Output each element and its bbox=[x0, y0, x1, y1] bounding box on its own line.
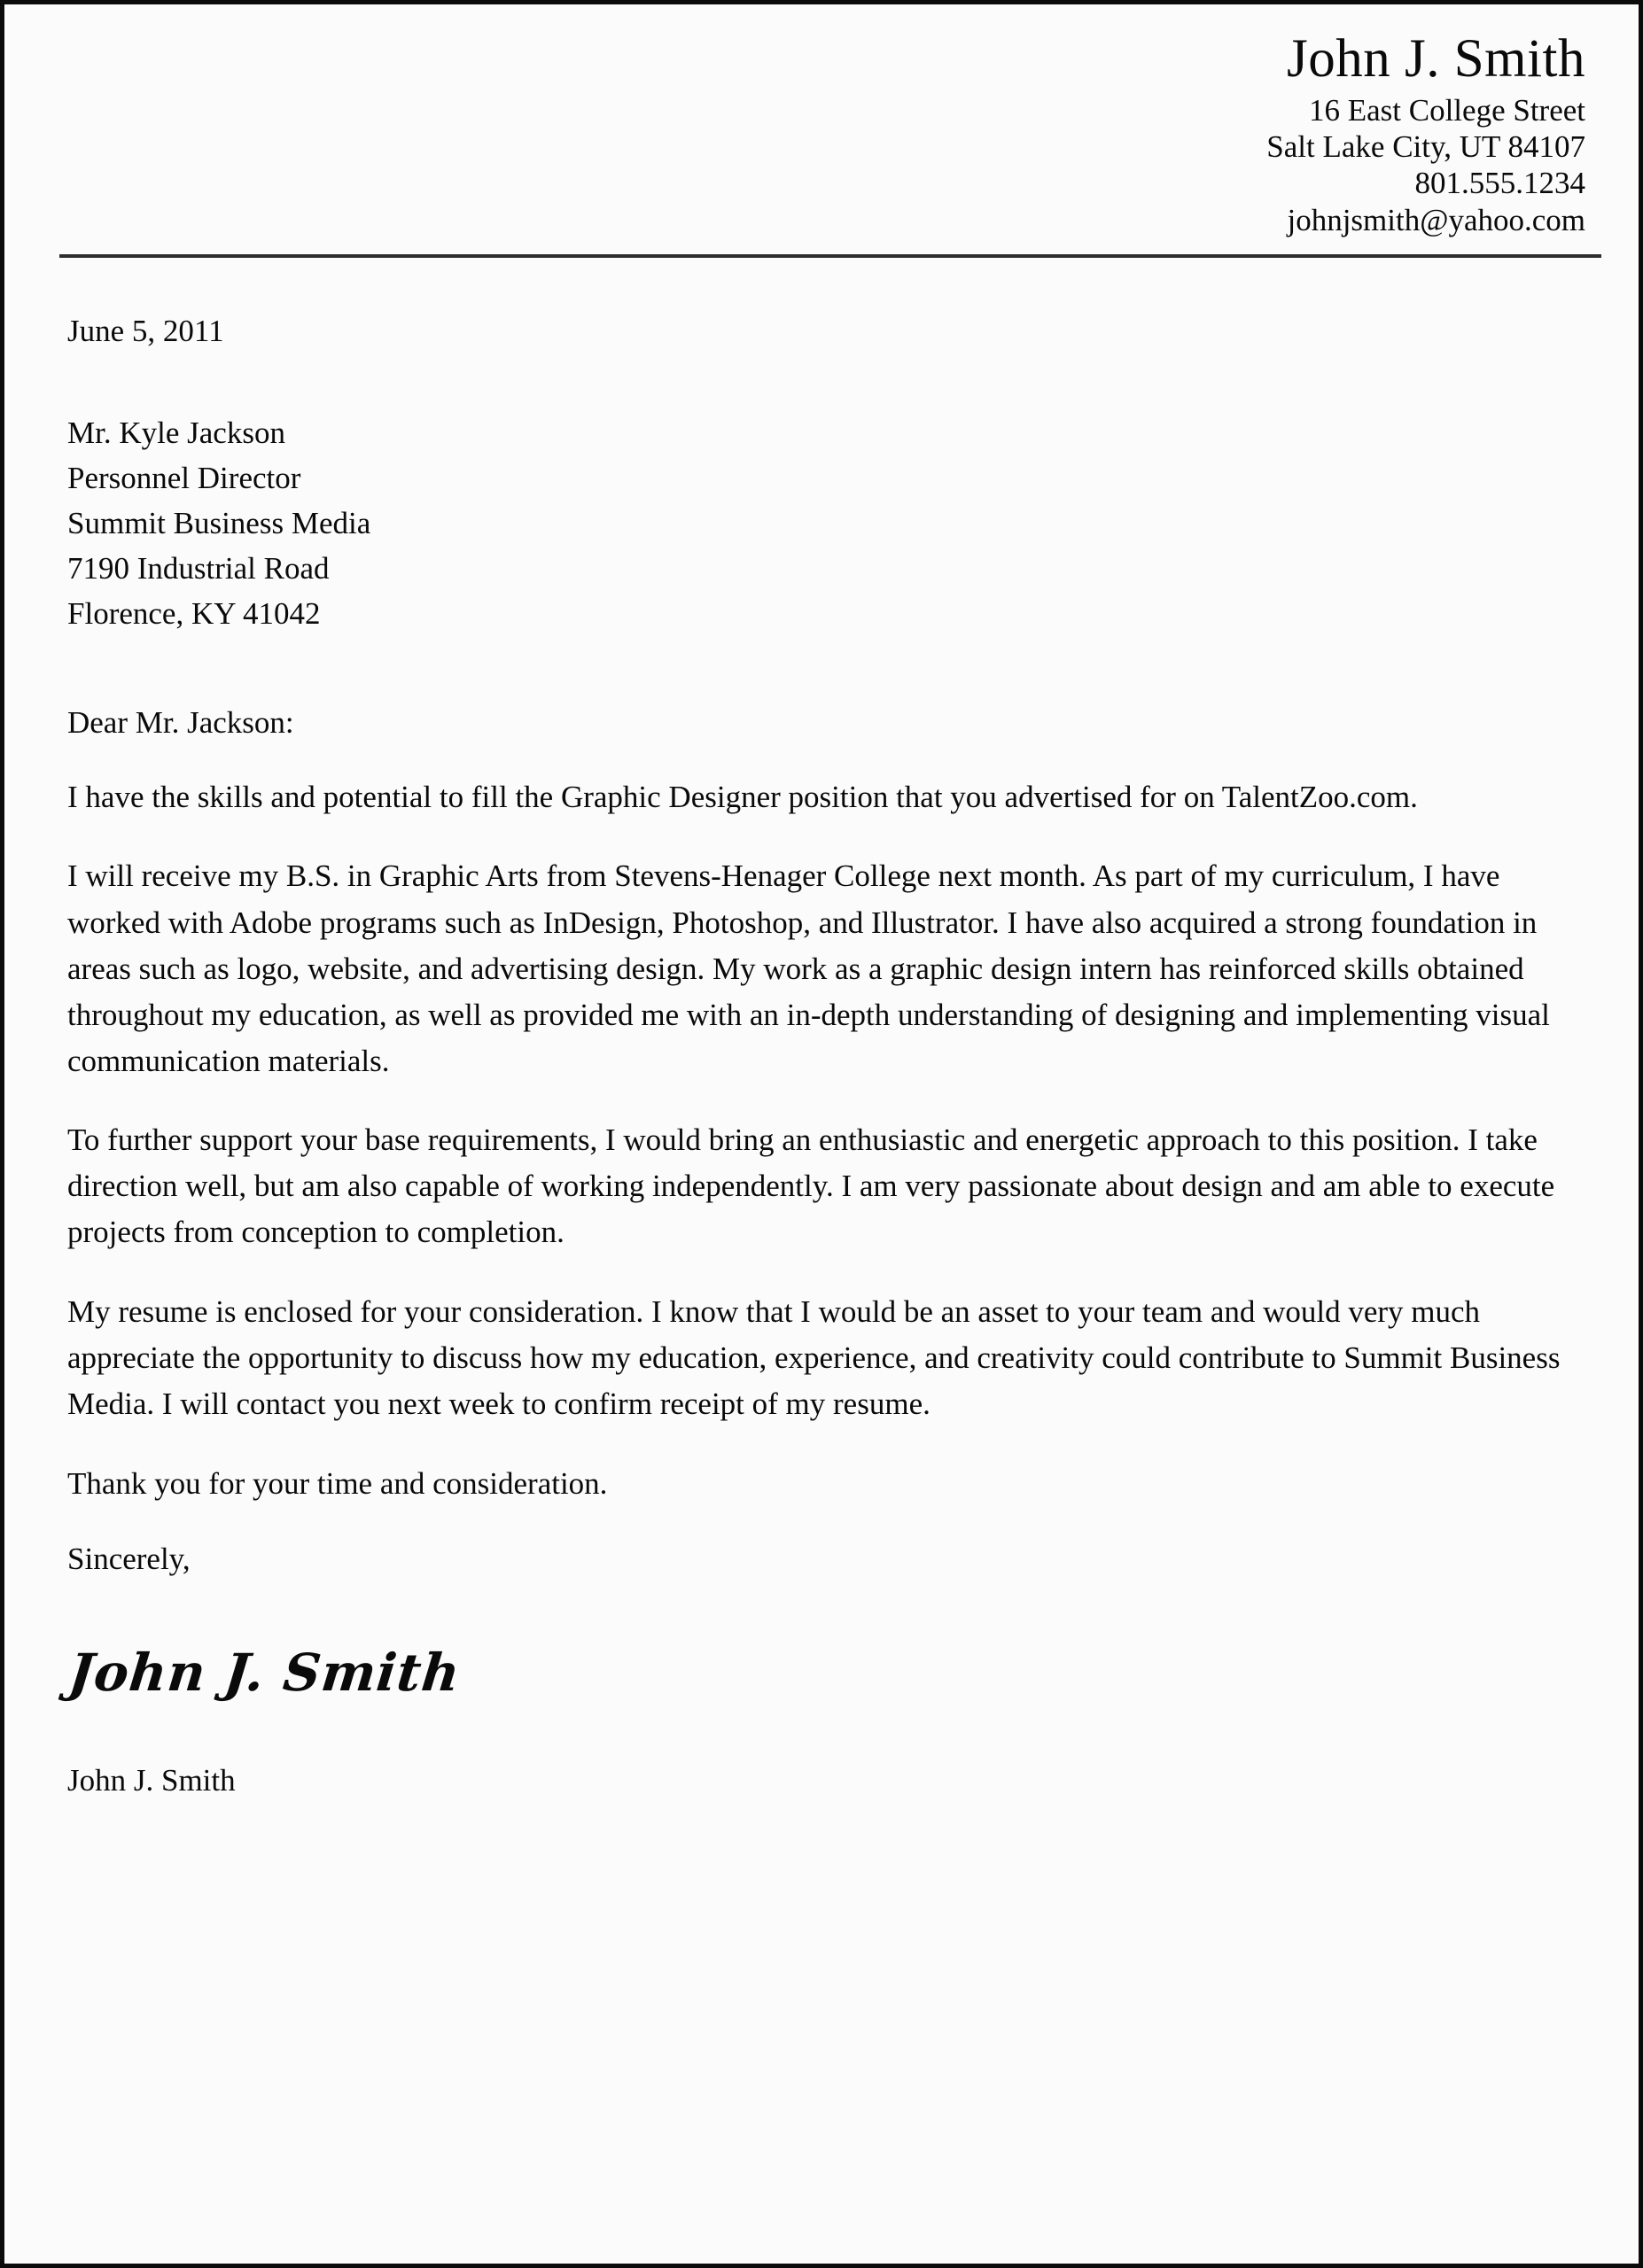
sender-city-state-zip: Salt Lake City, UT 84107 bbox=[1266, 128, 1585, 164]
closing-thanks: Thank you for your time and consideration. bbox=[67, 1466, 608, 1501]
handwritten-signature: John J. Smith bbox=[66, 1643, 463, 1703]
typed-signature-name: John J. Smith bbox=[67, 1763, 236, 1798]
recipient-street: 7190 Industrial Road bbox=[67, 551, 330, 586]
recipient-title: Personnel Director bbox=[67, 460, 301, 495]
sender-name: John J. Smith bbox=[1287, 29, 1585, 89]
sender-phone: 801.555.1234 bbox=[1414, 166, 1585, 201]
sender-street: 16 East College Street bbox=[1308, 92, 1585, 128]
header-divider bbox=[59, 254, 1601, 258]
recipient-city-state-zip: Florence, KY 41042 bbox=[67, 596, 321, 632]
body-paragraph-1: I have the skills and potential to fill the Graphic Designer position that you advertised for on TalentZoo.com. bbox=[67, 780, 1418, 815]
body-paragraph-4: My resume is enclosed for your consideration. I know that I would be an asset to your team and would very much appreciate the opportunity to discuss how my education, experience, and creativity could contribute to Summit Business Media. I will contact you next week to confirm receipt of my resume. bbox=[67, 1293, 1561, 1421]
letterhead bbox=[59, 31, 1592, 238]
letter-content bbox=[59, 313, 1592, 1799]
letter-date: June 5, 2011 bbox=[67, 313, 224, 348]
recipient-address-block bbox=[67, 410, 1573, 636]
recipient-company: Summit Business Media bbox=[67, 506, 371, 541]
body-paragraph-2: I will receive my B.S. in Graphic Arts from Stevens-Henager College next month. As part of my curriculum, I have worked with Adobe programs such as InDesign, Photoshop, and Illustrator. I have also acquired a strong foundation in areas such as logo, website, and advertising design. My work as a graphic design intern has reinforced skills obtained throughout my education, as well as provided me with an in-depth understanding of designing and implementing visual communication materials. bbox=[67, 858, 1550, 1079]
recipient-name: Mr. Kyle Jackson bbox=[67, 415, 285, 450]
sender-email: johnjsmith@yahoo.com bbox=[1287, 202, 1585, 237]
body-paragraph-3: To further support your base requirements, I would bring an enthusiastic and energetic approach to this position. I take direction well, but am also capable of working independently. I am very passionate about design and am able to execute projects from conception to completion. bbox=[67, 1122, 1555, 1250]
closing-sincerely: Sincerely, bbox=[67, 1542, 191, 1576]
salutation: Dear Mr. Jackson: bbox=[67, 705, 294, 741]
letter-page-inner bbox=[4, 4, 1639, 2264]
